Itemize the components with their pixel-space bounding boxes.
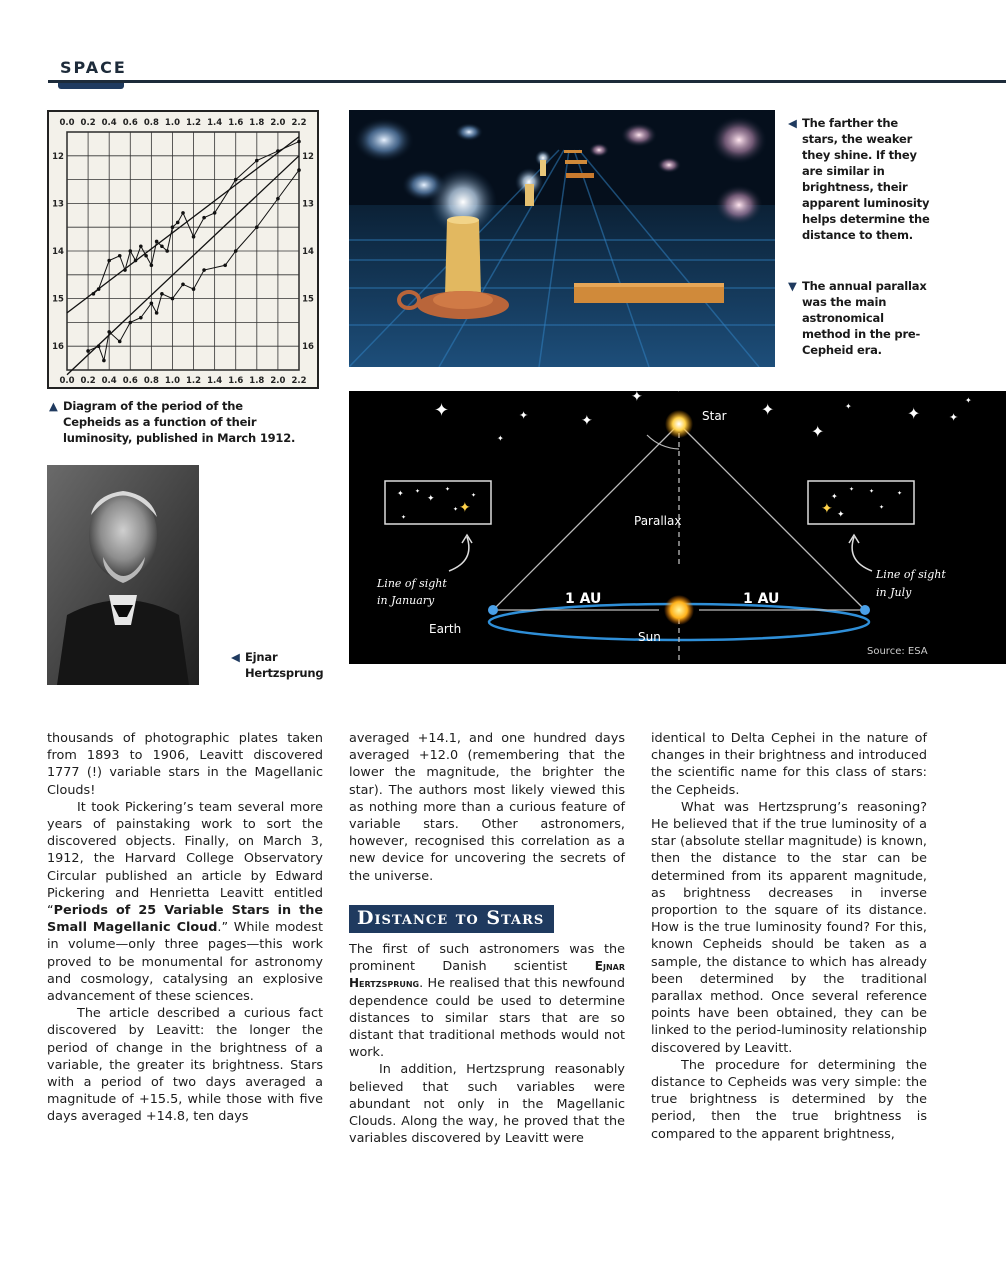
chart-series-line: [67, 137, 299, 313]
chart-data-point: [134, 259, 138, 263]
scientist-name: Ejnar Hertzsprung: [349, 959, 625, 991]
chart-data-point: [192, 287, 196, 291]
paragraph: What was Hertzsprung’s reasoning? He believed that if the true luminosity of a star (absolute stellar magnitude) is known, then the distance to the star can be determined from its apparent magnitude, as brightness decreases in inverse proportion to the square of its distance. How is the true luminosity found? For this, known Cepheids should be taken as a sample, the distance to which has already been determined by the traditional parallax method. Once several reference points have been obtained, they can be linked to the period-luminosity relationship discovered by Leavitt.: [651, 799, 927, 1056]
chart-data-point: [92, 292, 96, 296]
parallax-caption: [788, 278, 932, 358]
svg-text:✦: ✦: [869, 488, 875, 495]
chart-x-tick-label: 1.6: [228, 376, 244, 386]
chart-y-tick-label: 12: [52, 151, 64, 162]
chart-x-tick-label: 1.4: [207, 118, 223, 128]
paragraph: In addition, Hertzsprung reasonably believed that such variables were abundant not only in the Magellanic Clouds. Along the way, he proved that the variables discovered by Leavitt were: [349, 1062, 625, 1147]
chart-x-tick-label: 1.0: [164, 118, 180, 128]
paragraph: averaged +14.1, and one hundred days averaged +12.0 (remembering that the lower the magnitude, the brighter the star). The authors most likely viewed this as nothing more than a curious feature of variable stars. Other astronomers, however, recognised this correlation as a new device for uncovering the secrets of the universe.: [349, 731, 625, 884]
chart-svg: [49, 112, 317, 387]
chart-x-tick-label: 2.0: [270, 118, 286, 128]
chart-x-tick-label: 1.2: [186, 118, 202, 128]
svg-text:✦: ✦: [427, 494, 435, 504]
parallax-svg: [349, 391, 1006, 664]
svg-text:✦: ✦: [631, 391, 643, 405]
paragraph: thousands of photographic plates taken from 1893 to 1906, Leavitt discovered 1777 (!) variable stars in the Magellanic Clouds!: [47, 731, 323, 798]
chart-x-tick-label: 1.8: [249, 118, 265, 128]
chart-x-tick-label: 1.6: [228, 118, 244, 128]
chart-data-point: [181, 211, 185, 215]
chart-data-point: [160, 292, 164, 296]
svg-text:✦: ✦: [434, 400, 450, 421]
svg-text:✦: ✦: [879, 504, 885, 511]
label-los-january-2: in January: [377, 594, 435, 607]
hertzsprung-portrait: [47, 465, 199, 685]
chart-x-tick-label: 0.2: [80, 376, 96, 386]
svg-text:✦: ✦: [459, 500, 471, 516]
svg-text:✦: ✦: [397, 489, 404, 498]
paragraph-text: . He realised that this newfound dependence could be used to determine distances to similar stars that are so distant that traditional methods would not work.: [349, 976, 625, 1061]
portrait-caption: [231, 649, 325, 681]
chart-x-tick-label: 0.8: [143, 118, 159, 128]
svg-text:✦: ✦: [845, 402, 852, 411]
chart-data-point: [107, 330, 111, 334]
svg-text:✦: ✦: [821, 501, 833, 517]
svg-text:✦: ✦: [453, 506, 459, 513]
header-rule: [48, 80, 1006, 83]
label-sun: Sun: [638, 630, 661, 644]
chart-data-point: [255, 225, 259, 229]
chart-x-tick-label: 1.0: [164, 376, 180, 386]
chart-data-point: [118, 340, 122, 344]
label-los-july-1: Line of sight: [876, 568, 946, 581]
chart-data-point: [150, 302, 154, 306]
svg-text:✦: ✦: [581, 413, 593, 429]
candles-caption: [788, 115, 932, 243]
caret-up-icon: ▲: [49, 399, 58, 413]
chart-x-tick-label: 0.4: [101, 118, 117, 128]
chart-y-tick-label: 15: [302, 294, 314, 305]
chart-x-tick-label: 0.6: [122, 376, 138, 386]
chart-x-tick-label: 1.4: [207, 376, 223, 386]
candles-illustration: [349, 110, 775, 367]
portrait-svg: [47, 465, 199, 685]
chart-x-tick-label: 0.6: [122, 118, 138, 128]
chart-data-point: [139, 244, 143, 248]
chart-data-point: [160, 244, 164, 248]
chart-x-tick-label: 2.0: [270, 376, 286, 386]
chart-series-line: [67, 156, 299, 375]
svg-text:✦: ✦: [811, 422, 825, 441]
portrait-caption-text: Ejnar Hertzsprung: [245, 650, 324, 680]
svg-text:✦: ✦: [837, 510, 845, 520]
chart-data-point: [102, 359, 106, 363]
chart-data-point: [150, 263, 154, 267]
parallax-diagram: [349, 391, 1006, 664]
paragraph: identical to Delta Cephei in the nature of changes in their brightness and introduced the scientific name for this class of stars: the Cepheids.: [651, 731, 927, 798]
chart-series: [67, 137, 301, 375]
chart-data-point: [234, 249, 238, 253]
chart-x-tick-label: 0.0: [59, 376, 75, 386]
chart-x-tick-label: 1.2: [186, 376, 202, 386]
chart-y-tick-label: 16: [302, 342, 314, 353]
chart-y-ticks-right: [302, 152, 314, 352]
chart-caption: [49, 398, 303, 446]
svg-text:✦: ✦: [849, 486, 855, 493]
chart-data-point: [155, 311, 159, 315]
chart-x-tick-label: 2.2: [291, 376, 307, 386]
chart-data-point: [181, 283, 185, 287]
chart-y-tick-label: 14: [52, 247, 64, 257]
header-tab: [58, 83, 124, 89]
chart-x-tick-label: 1.8: [249, 376, 265, 386]
section-heading: Distance to Stars: [349, 905, 554, 933]
article-column-1: [47, 730, 323, 1126]
candles-svg: [349, 110, 775, 367]
paragraph: The procedure for determining the distance to Cepheids was very simple: the true brightness is determined by the period, then the true brightness is compared to the apparent brightness,: [651, 1057, 927, 1142]
svg-text:✦: ✦: [445, 486, 451, 493]
chart-x-tick-label: 0.2: [80, 118, 96, 128]
chart-data-point: [202, 216, 206, 220]
chart-data-point: [118, 254, 122, 258]
article-title-bold: Periods of 25 Variable Stars in the Small Magellanic Cloud: [47, 903, 323, 936]
section-label: SPACE: [60, 58, 127, 77]
chart-data-point: [139, 316, 143, 320]
article-column-3: [651, 730, 927, 1143]
chart-y-tick-label: 13: [52, 199, 64, 210]
caret-down-icon: ▼: [788, 279, 797, 293]
chart-data-point: [255, 159, 259, 163]
chart-data-point: [155, 240, 159, 244]
period-luminosity-chart: [47, 110, 319, 389]
chart-x-tick-label: 2.2: [291, 118, 307, 128]
chart-caption-text: Diagram of the period of the Cepheids as a function of their luminosity, published in March 1912.: [63, 399, 296, 445]
svg-text:✦: ✦: [761, 400, 775, 419]
chart-data-point: [97, 344, 101, 348]
label-star: Star: [702, 409, 727, 423]
chart-data-point: [128, 249, 132, 253]
chart-grid: [67, 132, 299, 370]
label-au-right: 1 AU: [743, 591, 780, 607]
paragraph-text: The first of such astronomers was the prominent Danish scientist: [349, 942, 625, 975]
chart-data-point: [276, 149, 280, 153]
svg-text:✦: ✦: [415, 488, 421, 495]
label-source: Source: ESA: [867, 646, 928, 657]
chart-data-point: [97, 287, 101, 291]
chart-data-point: [86, 349, 90, 353]
chart-data-point: [297, 140, 301, 144]
label-parallax: Parallax: [634, 514, 682, 528]
chart-data-point: [107, 259, 111, 263]
svg-text:✦: ✦: [831, 492, 838, 501]
chart-data-point: [165, 249, 169, 253]
paragraph: [47, 799, 323, 1005]
paragraph-text: .” While modest in volume—only three pages—this work proved to be monumental for astronomy and cosmology, catalysing an explosive advancement of these sciences.: [47, 920, 323, 1005]
chart-y-tick-label: 16: [52, 342, 64, 353]
candles-caption-text: The farther the stars, the weaker they shine. If they are similar in brightness, their apparent luminosity helps determine the distance to them.: [802, 116, 930, 242]
parallax-caption-text: The annual parallax was the main astronomical method in the pre-Cepheid era.: [802, 279, 927, 357]
chart-x-ticks-top: [59, 118, 306, 128]
chart-data-point: [176, 221, 180, 225]
chart-data-point: [276, 197, 280, 201]
paragraph: [349, 941, 625, 1061]
chart-y-ticks-left: [52, 152, 64, 352]
paragraph: The article described a curious fact discovered by Leavitt: the longer the period of change in the brightness of a variable, the greater its brightness. Stars with a period of two days averaged a magnitude of +15.5, while those with five days averaged +14.8, ten days: [47, 1006, 323, 1125]
caret-left-icon: ◀: [231, 650, 240, 664]
chart-data-point: [297, 168, 301, 172]
label-earth: Earth: [429, 622, 462, 636]
svg-text:✦: ✦: [519, 409, 529, 422]
chart-data-point: [171, 225, 175, 229]
chart-x-tick-label: 0.8: [143, 376, 159, 386]
chart-y-tick-label: 12: [302, 151, 314, 162]
chart-data-point: [123, 268, 127, 272]
chart-x-tick-label: 0.0: [59, 118, 75, 128]
chart-data-point: [171, 297, 175, 301]
chart-y-tick-label: 14: [302, 247, 314, 257]
svg-text:✦: ✦: [401, 514, 407, 521]
chart-x-ticks-bottom: [59, 376, 306, 386]
caret-left-icon: ◀: [788, 116, 797, 130]
label-au-left: 1 AU: [565, 591, 602, 607]
chart-data-point: [128, 321, 132, 325]
label-los-january-1: Line of sight: [377, 577, 447, 590]
chart-y-tick-label: 15: [52, 294, 64, 305]
chart-y-tick-label: 13: [302, 199, 314, 210]
svg-text:✦: ✦: [471, 492, 477, 499]
chart-data-point: [213, 211, 217, 215]
chart-data-point: [234, 178, 238, 182]
svg-text:✦: ✦: [949, 411, 959, 424]
chart-data-point: [192, 235, 196, 239]
paragraph-text: It took Pickering’s team several more years of painstaking work to sort the discovered objects. Finally, on March 3, 1912, the Harvard College Observatory Circular published an article by Edward Pickering and Henrietta Leavitt entitled “: [47, 799, 323, 919]
svg-text:✦: ✦: [965, 396, 972, 405]
chart-data-point: [144, 254, 148, 258]
chart-x-tick-label: 0.4: [101, 376, 117, 386]
chart-data-point: [223, 263, 227, 267]
chart-data-point: [202, 268, 206, 272]
svg-text:✦: ✦: [907, 404, 921, 423]
svg-text:✦: ✦: [497, 434, 504, 443]
label-los-july-2: in July: [876, 586, 912, 599]
article-column-2: [349, 730, 625, 1147]
svg-text:✦: ✦: [897, 490, 903, 497]
